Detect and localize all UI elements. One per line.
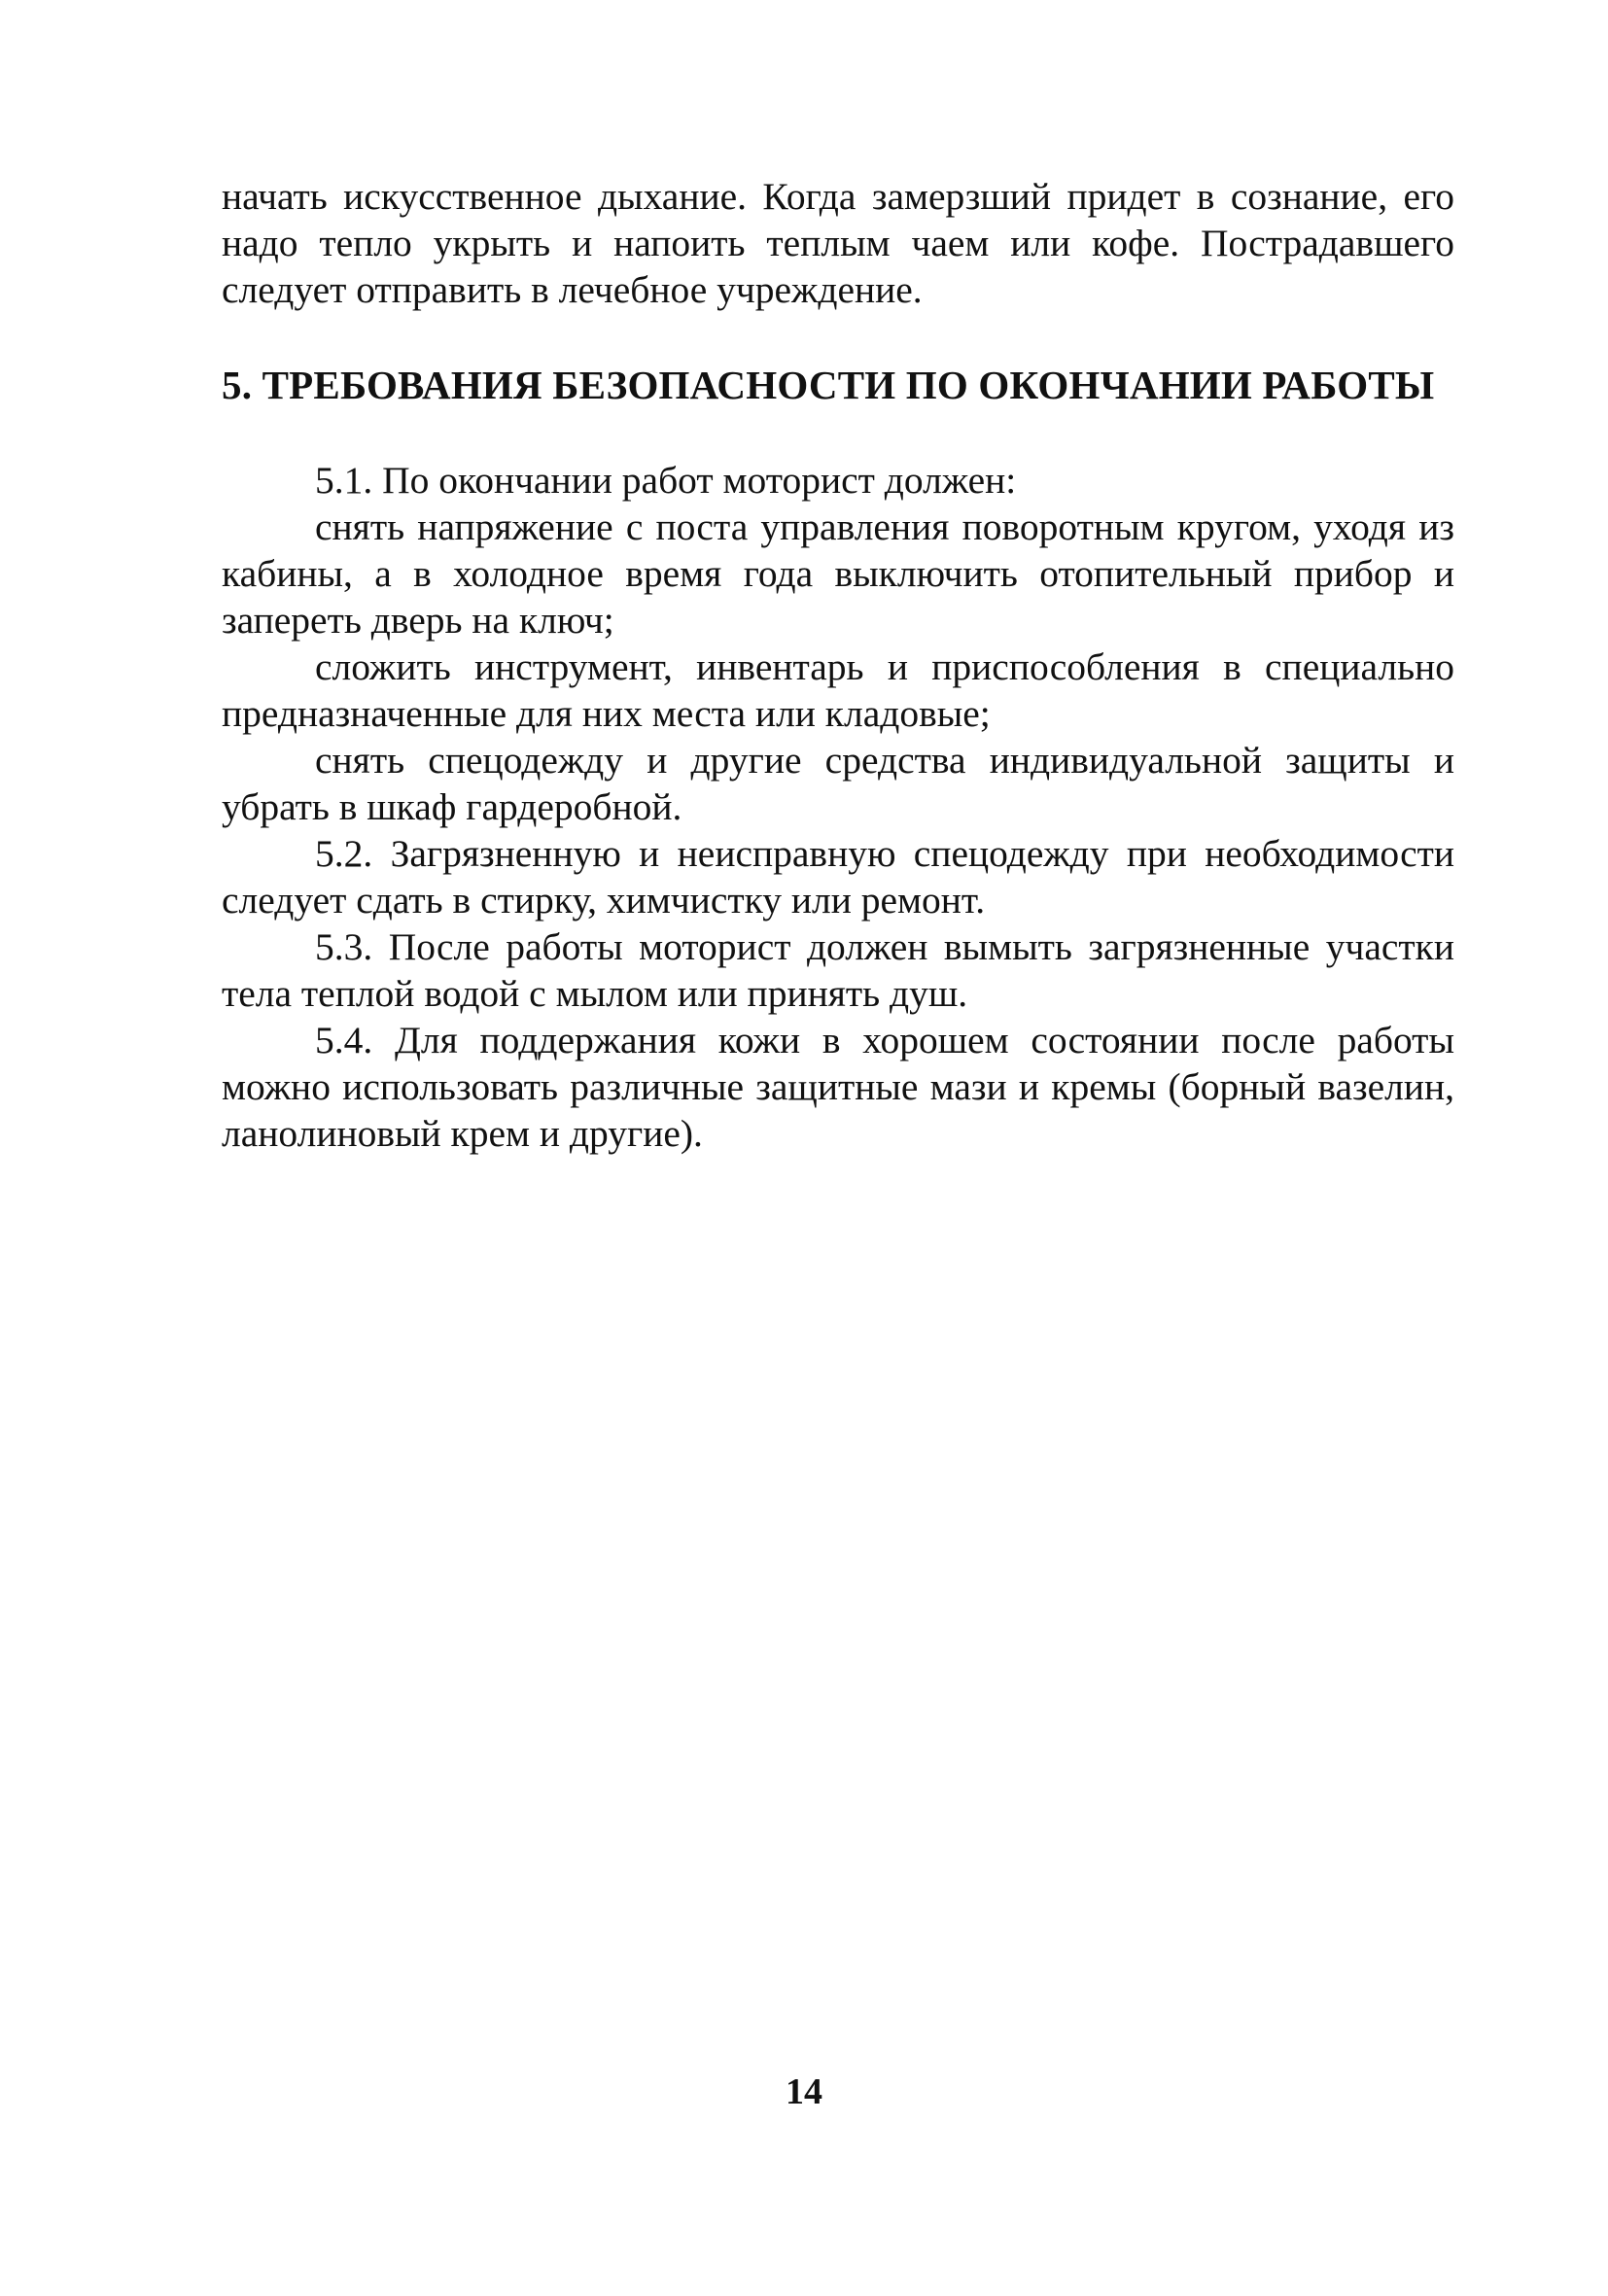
paragraph-5-3: 5.3. После работы моторист должен вымыть загрязненные участки тела теплой водой с мылом или принять душ. bbox=[222, 925, 1454, 1015]
paragraph-5-1-item-3: снять спецодежду и другие средства индивидуальной защиты и убрать в шкаф гардеробной. bbox=[222, 739, 1454, 828]
intro-paragraph-block bbox=[222, 173, 1454, 313]
section-title: 5. ТРЕБОВАНИЯ БЕЗОПАСНОСТИ ПО ОКОНЧАНИИ РАБОТЫ bbox=[222, 363, 1435, 407]
intro-paragraph: начать искусственное дыхание. Когда замерзший придет в сознание, его надо тепло укрыть и напоить теплым чаем или кофе. Пострадавшего следует отправить в лечебное учреждение. bbox=[222, 175, 1454, 311]
paragraph-5-1: 5.1. По окончании работ моторист должен: bbox=[315, 459, 1017, 502]
page-number: 14 bbox=[786, 2071, 822, 2112]
paragraph-5-2: 5.2. Загрязненную и неисправную спецодежду при необходимости следует сдать в стирку, химчистку или ремонт. bbox=[222, 832, 1454, 922]
paragraph-5-4: 5.4. Для поддержания кожи в хорошем состоянии после работы можно использовать различные защитные мази и кремы (борный вазелин, ланолиновый крем и другие). bbox=[222, 1019, 1454, 1155]
section-body bbox=[222, 457, 1454, 1157]
paragraph-5-1-item-1: снять напряжение с поста управления поворотным кругом, уходя из кабины, а в холодное время года выключить отопительный прибор и запереть дверь на ключ; bbox=[222, 505, 1454, 642]
paragraph-5-1-item-2: сложить инструмент, инвентарь и приспособления в специально предназначенные для них места или кладовые; bbox=[222, 645, 1454, 735]
